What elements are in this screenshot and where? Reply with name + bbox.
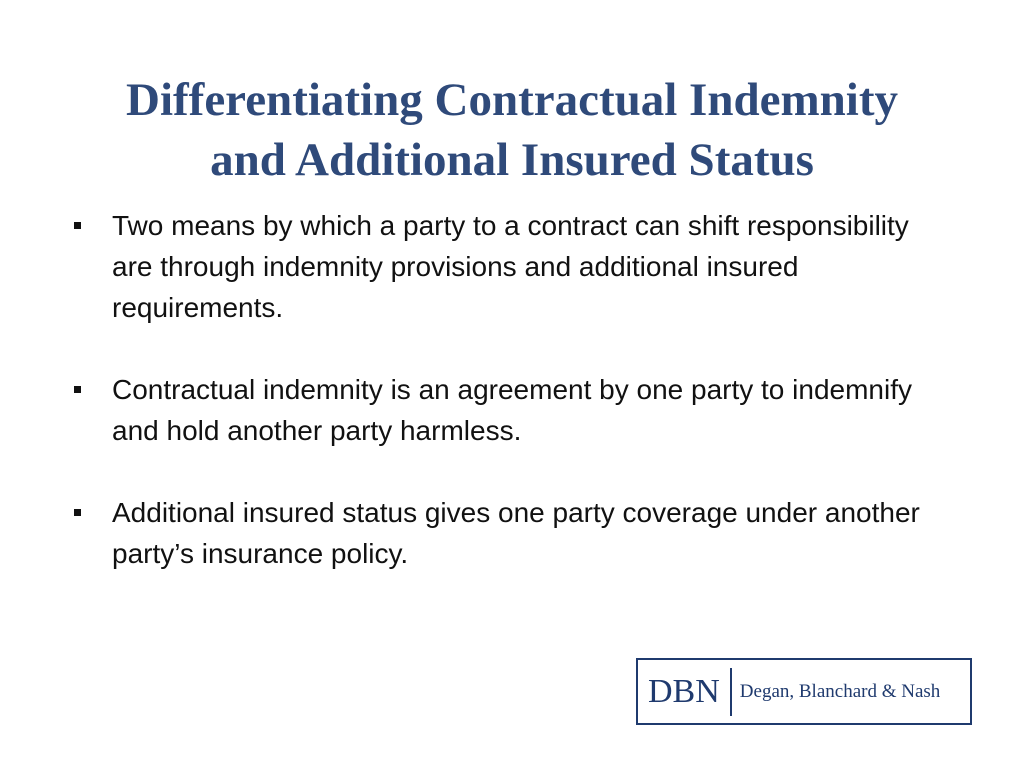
- square-bullet-icon: [74, 222, 81, 229]
- square-bullet-icon: [74, 509, 81, 516]
- bullet-text: Two means by which a party to a contract can shift responsibility are through indemnity provisions and additional insured requirements.: [112, 210, 909, 323]
- logo-firm-name: Degan, Blanchard & Nash: [739, 680, 941, 702]
- square-bullet-icon: [74, 386, 81, 393]
- bullet-text: Additional insured status gives one party coverage under another party’s insurance policy.: [112, 497, 920, 569]
- logo-mark: DBN: [648, 672, 720, 710]
- slide-title-line-2: and Additional Insured Status: [210, 134, 814, 186]
- bullet-item: [72, 369, 932, 451]
- bullet-item: [72, 492, 932, 574]
- slide-title-line-1: Differentiating Contractual Indemnity: [126, 74, 898, 126]
- firm-logo: [636, 658, 972, 725]
- slide-title: [60, 70, 964, 190]
- bullet-list: [72, 205, 932, 615]
- bullet-text: Contractual indemnity is an agreement by one party to indemnify and hold another party harmless.: [112, 374, 912, 446]
- bullet-item: [72, 205, 932, 328]
